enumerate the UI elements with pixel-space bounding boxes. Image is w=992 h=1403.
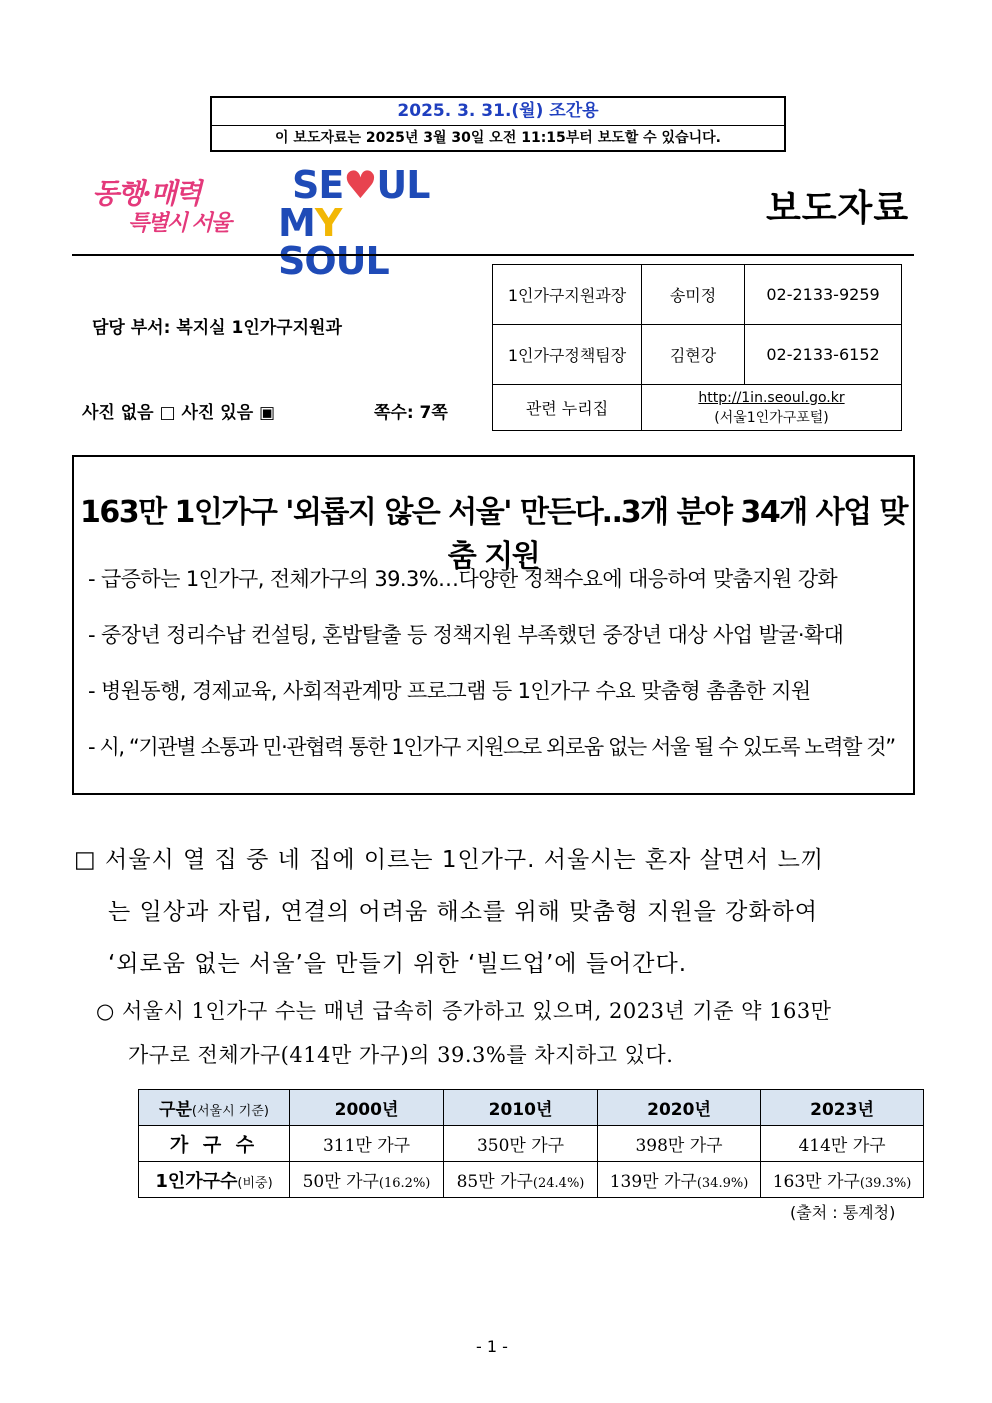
year-header: 2000년 [290, 1090, 444, 1126]
press-release-title: 보도자료 [766, 188, 910, 229]
embargo-notice: 이 보도자료는 2025년 3월 30일 오전 11:15부터 보도할 수 있습니다. [275, 130, 721, 146]
table-cell: 139만 가구(34.9%) [598, 1162, 761, 1198]
embargo-box [210, 96, 786, 152]
row-label: 가 구 수 [139, 1126, 290, 1162]
headline-box [72, 455, 915, 795]
page-count: 쪽수: 7쪽 [374, 403, 448, 423]
table-cell: 398만 가구 [598, 1126, 761, 1162]
headline-subpoint: - 급증하는 1인가구, 전체가구의 39.3%…다양한 정책수요에 대응하여 맞춤지원 강화 [88, 567, 838, 591]
table-cell: 163만 가구(39.3%) [761, 1162, 924, 1198]
logo-my-soul-text: MY SOUL [278, 201, 389, 283]
contact-role: 1인가구지원과장 [493, 265, 642, 325]
seoul-my-soul-logo [278, 163, 430, 283]
contact-table [492, 264, 902, 431]
photo-status: 사진 없음 □ 사진 있음 ▣ [82, 403, 276, 423]
seoul-city-slogan-logo [88, 168, 248, 240]
table-corner: 구분(서울시 기준) [139, 1090, 290, 1126]
headline-subpoint: - 중장년 정리수납 컨설팅, 혼밥탈출 등 정책지원 부족했던 중장년 대상 사업 발굴·확대 [88, 623, 844, 647]
site-link[interactable]: http://1in.seoul.go.kr [698, 389, 845, 406]
year-header: 2023년 [761, 1090, 924, 1126]
logo-line-1: 동행·매력 [92, 177, 200, 210]
body-paragraph-line: □ 서울시 열 집 중 네 집에 이르는 1인가구. 서울시는 혼자 살면서 느끼 [74, 847, 825, 873]
logo-seoul-text: SE♥UL [292, 163, 430, 207]
table-row [139, 1162, 924, 1198]
corner-note: (서울시 기준) [191, 1104, 269, 1119]
body-paragraph-line: ‘외로움 없는 서울’을 만들기 위한 ‘빌드업’에 들어간다. [108, 951, 687, 977]
header-divider [72, 254, 914, 256]
contact-name: 송미정 [642, 265, 745, 325]
department: 담당 부서: 복지실 1인가구지원과 [92, 318, 342, 338]
site-name: (서울1인가구포털) [714, 409, 829, 426]
row-label-note: (비중) [237, 1175, 273, 1191]
body-paragraph-line: 는 일상과 자립, 연결의 어려움 해소를 위해 맞춤형 지원을 강화하여 [108, 899, 818, 925]
contact-role: 1인가구정책팀장 [493, 325, 642, 385]
table-cell: 311만 가구 [290, 1126, 444, 1162]
household-stats-table [138, 1089, 924, 1198]
table-source: (출처 : 통계청) [790, 1203, 896, 1222]
table-row [139, 1126, 924, 1162]
headline-subpoint: - 시, “기관별 소통과 민·관협력 통한 1인가구 지원으로 외로움 없는 서울 될 수 있도록 노력할 것” [88, 735, 895, 759]
logo-line-2: 특별시 서울 [128, 210, 230, 236]
table-cell: 85만 가구(24.4%) [444, 1162, 598, 1198]
body-bullet-line: ○ 서울시 1인가구 수는 매년 급속히 증가하고 있으며, 2023년 기준 약 163만 [96, 999, 832, 1023]
headline-subpoint: - 병원동행, 경제교육, 사회적관계망 프로그램 등 1인가구 수요 맞춤형 촘촘한 지원 [88, 679, 811, 703]
table-cell: 50만 가구(16.2%) [290, 1162, 444, 1198]
year-header: 2010년 [444, 1090, 598, 1126]
contact-phone: 02-2133-9259 [745, 265, 902, 325]
site-label: 관련 누리집 [493, 385, 642, 431]
contact-phone: 02-2133-6152 [745, 325, 902, 385]
release-date: 2025. 3. 31.(월) 조간용 [212, 98, 784, 126]
site-cell [642, 385, 902, 431]
year-header: 2020년 [598, 1090, 761, 1126]
body-bullet-line: 가구로 전체가구(414만 가구)의 39.3%를 차지하고 있다. [128, 1043, 674, 1067]
contact-name: 김현강 [642, 325, 745, 385]
table-cell: 414만 가구 [761, 1126, 924, 1162]
page-number: - 1 - [476, 1337, 508, 1356]
table-cell: 350만 가구 [444, 1126, 598, 1162]
headline-title: 163만 1인가구 '외롭지 않은 서울' 만든다‥3개 분야 34개 사업 맞춤 지원 [79, 495, 908, 574]
row-label: 1인가구수(비중) [139, 1162, 290, 1198]
